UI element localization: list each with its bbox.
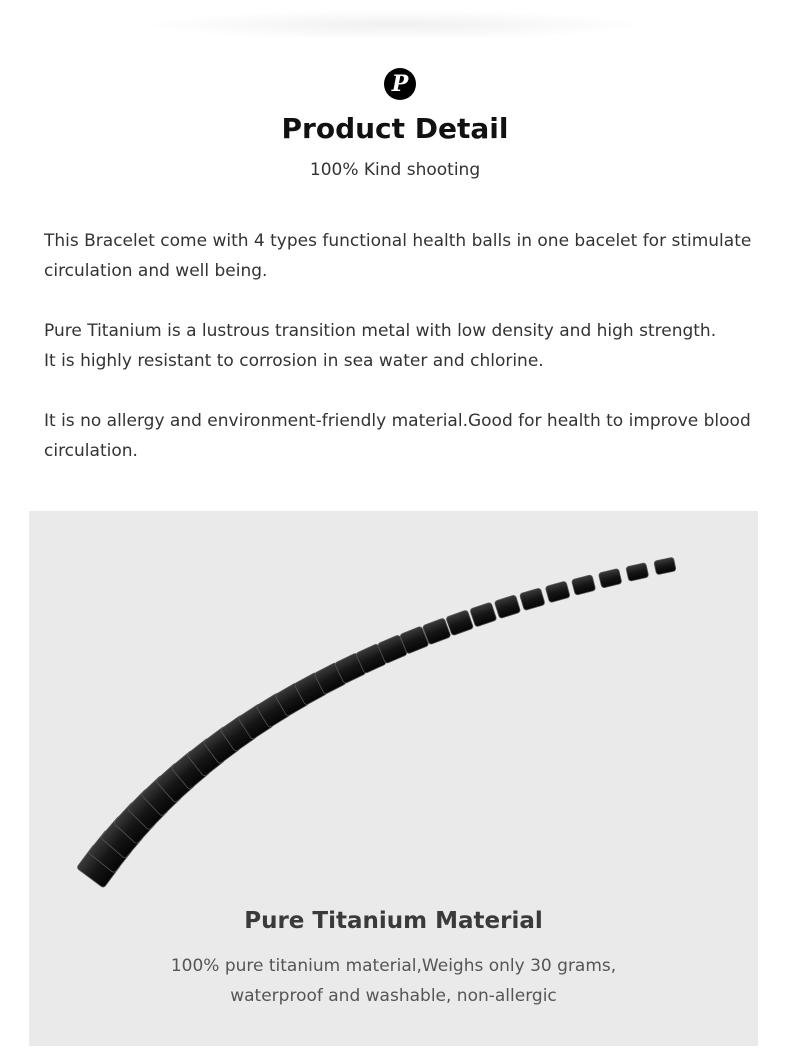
bracelet-link	[545, 581, 570, 603]
brand-logo-icon: P	[384, 68, 416, 100]
page-subtitle: 100% Kind shooting	[309, 160, 481, 180]
product-feature-panel	[29, 511, 758, 1046]
description-paragraph-2: Pure Titanium is a lustrous transition metal with low density and high strength. It is highly resistant to corrosion in sea water and chlorine.	[44, 321, 717, 371]
bracelet-link	[446, 610, 474, 636]
bracelet-link	[654, 557, 676, 575]
feature-line-2: waterproof and washable, non-allergic	[230, 986, 557, 1006]
bracelet-link	[626, 563, 649, 582]
feature-description	[29, 951, 758, 1011]
bracelet-link	[470, 602, 497, 627]
page-title: Product Detail	[281, 112, 509, 145]
description-paragraph-3: It is no allergy and environment-friendly material.Good for health to improve blood circulation.	[44, 411, 751, 461]
description-paragraph-1: This Bracelet come with 4 types functional health balls in one bacelet for stimulate circulation and well being.	[44, 231, 752, 281]
bracelet-link	[598, 568, 622, 588]
bracelet-link	[571, 575, 595, 596]
feature-title: Pure Titanium Material	[244, 908, 543, 934]
bracelet-link	[494, 595, 521, 619]
top-shadow-divider	[140, 10, 650, 40]
bracelet-link	[519, 588, 545, 611]
feature-line-1: 100% pure titanium material,Weighs only 30 grams,	[170, 956, 617, 976]
